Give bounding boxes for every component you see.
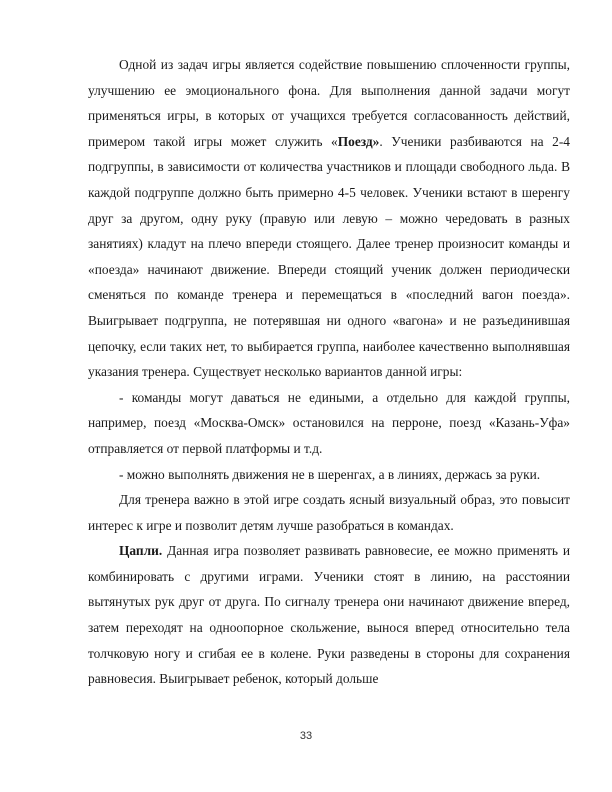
game-title-herons: Цапли. bbox=[119, 543, 163, 559]
body-text bbox=[88, 52, 570, 692]
page-number: 33 bbox=[299, 730, 313, 742]
paragraph-3 bbox=[88, 462, 570, 488]
game-title-train: Поезд» bbox=[337, 133, 380, 149]
paragraph-3-text: - можно выполнять движения не в шеренгах, а в линиях, держась за руки. bbox=[119, 466, 541, 482]
paragraph-1 bbox=[88, 52, 570, 385]
paragraph-2 bbox=[88, 385, 570, 462]
paragraph-5 bbox=[88, 538, 570, 692]
paragraph-1-text: Одной из задач игры является содействие повышению сплоченности группы, улучшению ее эмоционального фона. Для выполнения данной задачи могут применяться игры, в которых от учащихся требуется согласованность действий, примером такой игры может служить « bbox=[88, 57, 570, 149]
paragraph-2-text: - команды могут даваться не едиными, а отдельно для каждой группы, например, поезд «Москва-Омск» остановился на перроне, поезд «Казань-Уфа» отправляется от первой платформы и т.д. bbox=[88, 389, 570, 456]
paragraph-1-cont: . Ученики разбиваются на 2-4 подгруппы, в зависимости от количества участников и площади свободного льда. В каждой подгруппе должно быть примерно 4-5 человек. Ученики встают в шеренгу друг за другом, одну руку (правую или левую – можно чередовать в разных занятиях) кладут на плечо впереди стоящего. Далее тренер произносит команды и «поезда» начинают движение. Впереди стоящий ученик должен периодически сменяться по команде тренера и перемещаться в «последний вагон поезда». Выигрывает подгруппа, не потерявшая ни одного «вагона» и не разъединившая цепочку, если таких нет, то выбирается группа, наиболее качественно выполнявшая указания тренера. Существует несколько вариантов данной игры: bbox=[88, 133, 570, 380]
paragraph-4-text: Для тренера важно в этой игре создать ясный визуальный образ, это повысит интерес к игре и позволит детям лучше разобраться в командах. bbox=[88, 492, 570, 533]
paragraph-5-text: Данная игра позволяет развивать равновесие, ее можно применять и комбинировать с другими играми. Ученики стоят в линию, на расстоянии вытянутых рук друг от друга. По сигналу тренера они начинают движение вперед, затем переходят на одноопорное скольжение, вынося вперед относительно тела толчковую ногу и сгибая ее в колене. Руки разведены в стороны для сохранения равновесия. Выигрывает ребенок, который дольше bbox=[88, 543, 570, 687]
paragraph-4 bbox=[88, 487, 570, 538]
